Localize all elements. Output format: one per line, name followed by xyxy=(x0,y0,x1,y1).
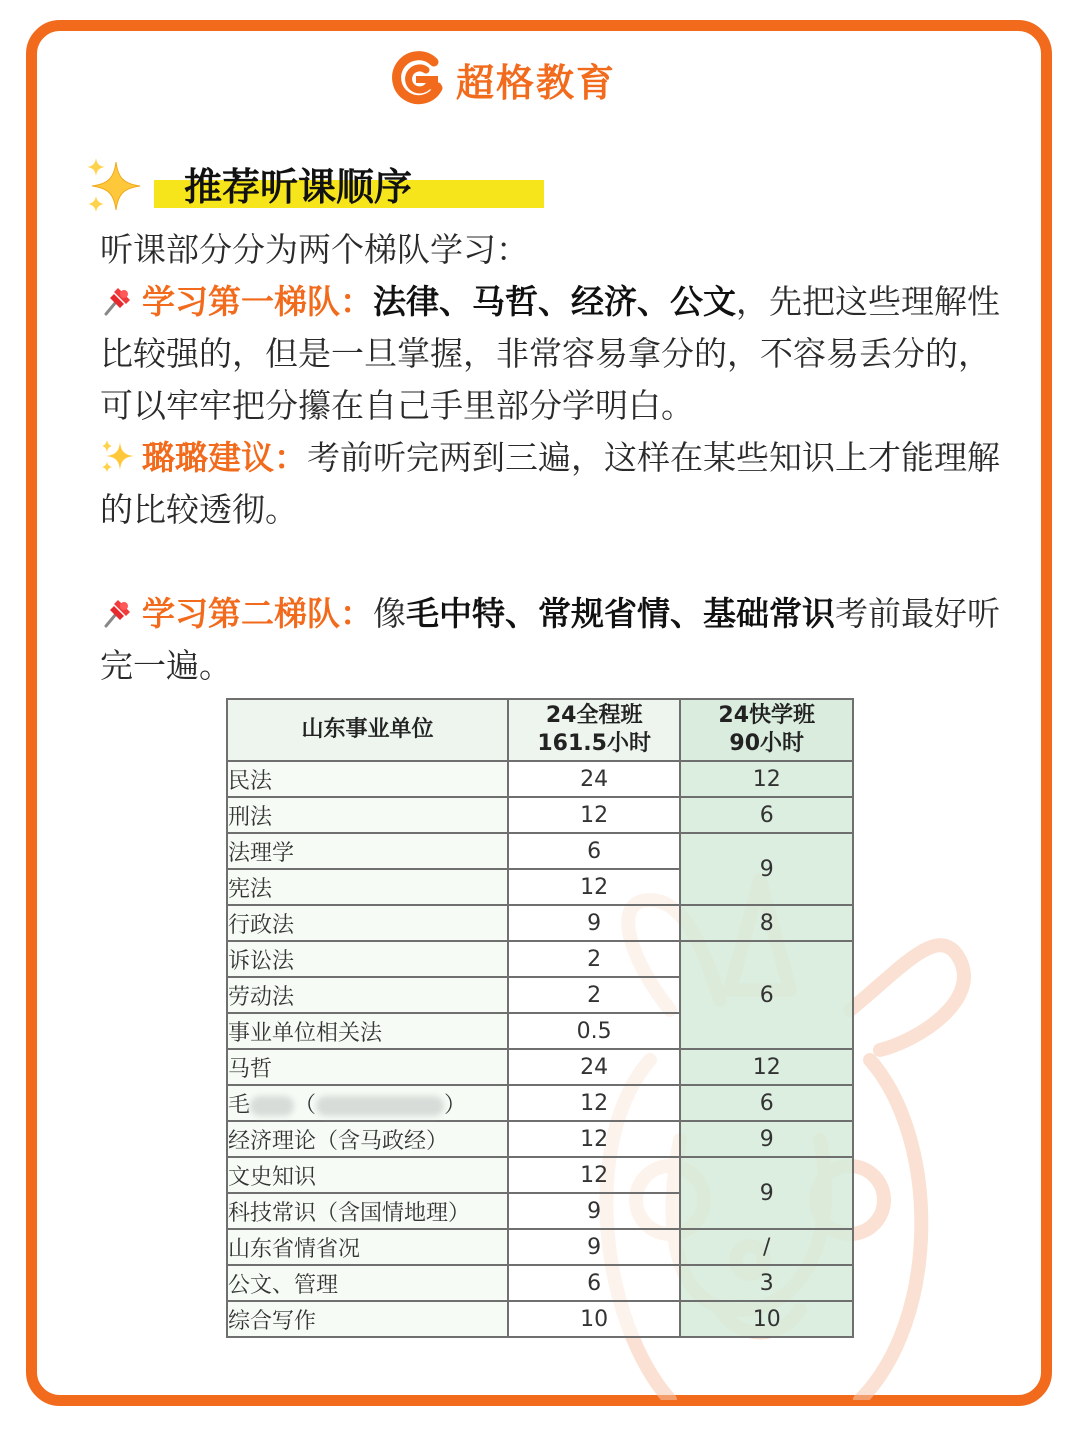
tier1-label: 学习第一梯队： xyxy=(142,282,373,321)
row-full-hours: 12 xyxy=(508,797,681,833)
row-full-hours: 10 xyxy=(508,1301,681,1337)
row-full-hours: 12 xyxy=(508,869,681,905)
row-full-hours: 24 xyxy=(508,761,681,797)
row-full-hours: 6 xyxy=(508,833,681,869)
subject-prefix: 毛 xyxy=(228,1092,251,1118)
header-exam: 山东事业单位 xyxy=(227,699,508,761)
brand-name: 超格教育 xyxy=(456,60,617,105)
row-quick-hours: 6 xyxy=(680,797,853,833)
table-header-row xyxy=(227,699,853,761)
row-subject: 文史知识 xyxy=(227,1157,508,1193)
row-quick-hours: 10 xyxy=(680,1301,853,1337)
header-quick-name: 24快学班 xyxy=(718,703,816,728)
intro-line: 听课部分分为两个梯队学习： xyxy=(100,230,529,269)
tip-label: 璐璐建议： xyxy=(142,438,307,477)
sparkles-icon xyxy=(100,438,136,474)
tier1-subjects: 法律、马哲、经济、公文 xyxy=(373,282,736,321)
course-table xyxy=(226,698,854,1338)
row-quick-hours: 6 xyxy=(680,941,853,1049)
tip-text: 考前听完两到三遍，这样在某些知识上才能理解的比较透彻。 xyxy=(100,438,1000,529)
table-row xyxy=(227,1265,853,1301)
row-quick-hours: 9 xyxy=(680,1157,853,1229)
row-subject: 经济理论（含马政经） xyxy=(227,1121,508,1157)
row-full-hours: 2 xyxy=(508,977,681,1013)
tip-paragraph xyxy=(100,432,1000,536)
tier2-prefix: 像 xyxy=(373,594,406,633)
row-quick-hours: / xyxy=(680,1229,853,1265)
header-quick-hours: 90小时 xyxy=(729,731,805,756)
header-full-hours: 161.5小时 xyxy=(537,731,651,756)
row-subject: 行政法 xyxy=(227,905,508,941)
header-full-course xyxy=(508,699,681,761)
row-subject: 劳动法 xyxy=(227,977,508,1013)
row-subject: 刑法 xyxy=(227,797,508,833)
table-row xyxy=(227,1121,853,1157)
row-quick-hours: 3 xyxy=(680,1265,853,1301)
row-quick-hours: 9 xyxy=(680,833,853,905)
row-subject: 诉讼法 xyxy=(227,941,508,977)
table-row xyxy=(227,941,853,977)
row-subject: 法理学 xyxy=(227,833,508,869)
table-row xyxy=(227,1301,853,1337)
table-row xyxy=(227,797,853,833)
pushpin-icon xyxy=(100,282,136,318)
row-subject: 综合写作 xyxy=(227,1301,508,1337)
row-quick-hours: 8 xyxy=(680,905,853,941)
row-full-hours: 9 xyxy=(508,905,681,941)
row-subject: 科技常识（含国情地理） xyxy=(227,1193,508,1229)
table-row xyxy=(227,1085,853,1121)
row-subject: 宪法 xyxy=(227,869,508,905)
row-full-hours: 2 xyxy=(508,941,681,977)
row-full-hours: 12 xyxy=(508,1157,681,1193)
tier1-paragraph xyxy=(100,276,1000,432)
row-quick-hours: 12 xyxy=(680,1049,853,1085)
row-subject: 公文、管理 xyxy=(227,1265,508,1301)
row-full-hours: 9 xyxy=(508,1193,681,1229)
brand-logo-icon xyxy=(386,48,448,110)
table-row xyxy=(227,905,853,941)
table-row xyxy=(227,761,853,797)
sparkles-icon xyxy=(84,156,144,216)
tier2-subjects: 毛中特、常规省情、基础常识 xyxy=(406,594,835,633)
row-subject: 民法 xyxy=(227,761,508,797)
row-subject: 山东省情省况 xyxy=(227,1229,508,1265)
course-hours-table xyxy=(226,698,854,1366)
row-full-hours: 6 xyxy=(508,1265,681,1301)
redacted-mark xyxy=(316,1096,444,1116)
brand-header xyxy=(386,48,616,110)
heading-title: 推荐听课顺序 xyxy=(184,165,413,209)
table-row xyxy=(227,1049,853,1085)
table-row xyxy=(227,1229,853,1265)
tier1-text: ，先把这些理解性比较强的，但是一旦掌握，非常容易拿分的，不容易丢分的，可以牢牢把分攥在自己手里部分学明白。 xyxy=(100,282,1000,425)
header-full-name: 24全程班 xyxy=(545,703,643,728)
intro-text xyxy=(100,224,1000,276)
paren-open: （ xyxy=(294,1092,317,1118)
tier2-text: 考前最好听完一遍。 xyxy=(100,594,1000,685)
table-row xyxy=(227,1157,853,1193)
row-full-hours: 9 xyxy=(508,1229,681,1265)
row-full-hours: 0.5 xyxy=(508,1013,681,1049)
row-full-hours: 24 xyxy=(508,1049,681,1085)
paren-close: ） xyxy=(444,1092,467,1118)
row-quick-hours: 9 xyxy=(680,1121,853,1157)
row-subject: 事业单位相关法 xyxy=(227,1013,508,1049)
table-row xyxy=(227,833,853,869)
header-quick-course xyxy=(680,699,853,761)
row-full-hours: 12 xyxy=(508,1121,681,1157)
row-full-hours: 12 xyxy=(508,1085,681,1121)
row-quick-hours: 6 xyxy=(680,1085,853,1121)
tier2-label: 学习第二梯队： xyxy=(142,594,373,633)
row-subject-redacted xyxy=(227,1085,508,1121)
pushpin-icon xyxy=(100,594,136,630)
row-quick-hours: 12 xyxy=(680,761,853,797)
row-subject: 马哲 xyxy=(227,1049,508,1085)
tier2-paragraph xyxy=(100,588,1000,692)
redacted-mark xyxy=(250,1096,294,1116)
